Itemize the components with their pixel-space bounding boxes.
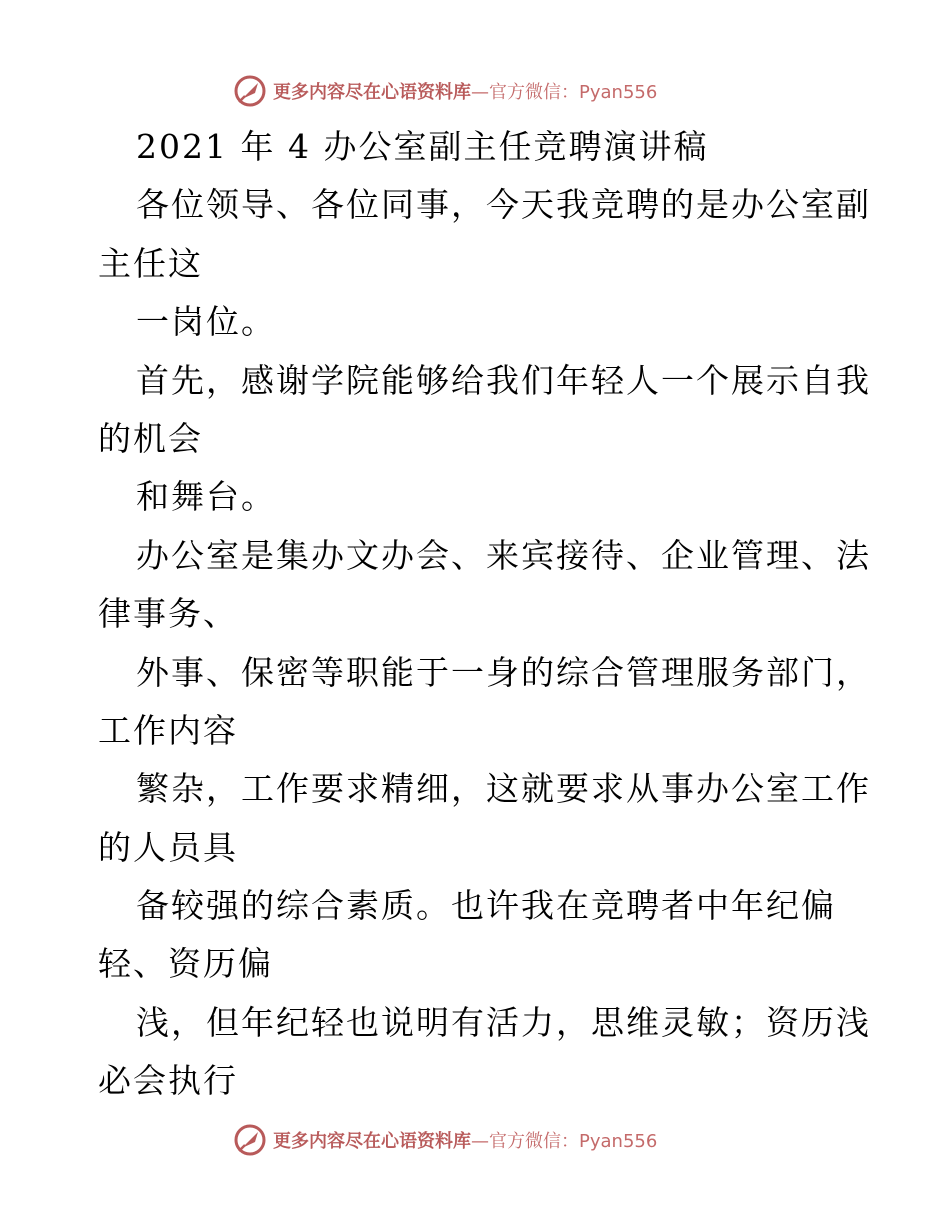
- paragraph-line: 外事、保密等职能于一身的综合管理服务部门，: [136, 652, 871, 692]
- feather-pen-logo-icon: [233, 1123, 267, 1157]
- feather-pen-logo-icon: [233, 74, 267, 108]
- paragraph-line: 的人员具: [98, 827, 238, 867]
- document-title: 2021 年 4 办公室副主任竞聘演讲稿: [136, 127, 709, 166]
- paragraph-line: 主任这: [98, 243, 203, 283]
- paragraph-line: 律事务、: [98, 594, 238, 634]
- paragraph-line: 必会执行: [98, 1061, 238, 1101]
- paragraph-line: 一岗位。: [136, 302, 276, 342]
- paragraph-line: 和舞台。: [136, 477, 276, 517]
- watermark-sub-text: —官方微信：Pyan556: [471, 1131, 658, 1152]
- paragraph-line: 首先，感谢学院能够给我们年轻人一个展示自我: [136, 360, 871, 400]
- paragraph-line: 繁杂，工作要求精细，这就要求从事办公室工作: [136, 769, 871, 809]
- paragraph-line: 浅，但年纪轻也说明有活力，思维灵敏；资历浅: [136, 1002, 871, 1042]
- paragraph-line: 工作内容: [98, 710, 238, 750]
- header-watermark: [233, 71, 657, 111]
- paragraph-line: 轻、资历偏: [98, 944, 273, 984]
- paragraph-line: 备较强的综合素质。也许我在竞聘者中年纪偏: [136, 886, 836, 926]
- paragraph-line: 办公室是集办文办会、来宾接待、企业管理、法: [136, 535, 871, 575]
- paragraph-line: 各位领导、各位同事，今天我竞聘的是办公室副: [136, 185, 871, 225]
- watermark-main-text: 更多内容尽在心语资料库: [273, 82, 471, 103]
- watermark-main-text: 更多内容尽在心语资料库: [273, 1131, 471, 1152]
- paragraph-line: 的机会: [98, 418, 203, 458]
- footer-watermark: [233, 1120, 657, 1160]
- watermark-sub-text: —官方微信：Pyan556: [471, 82, 658, 103]
- document-body: [98, 118, 878, 1111]
